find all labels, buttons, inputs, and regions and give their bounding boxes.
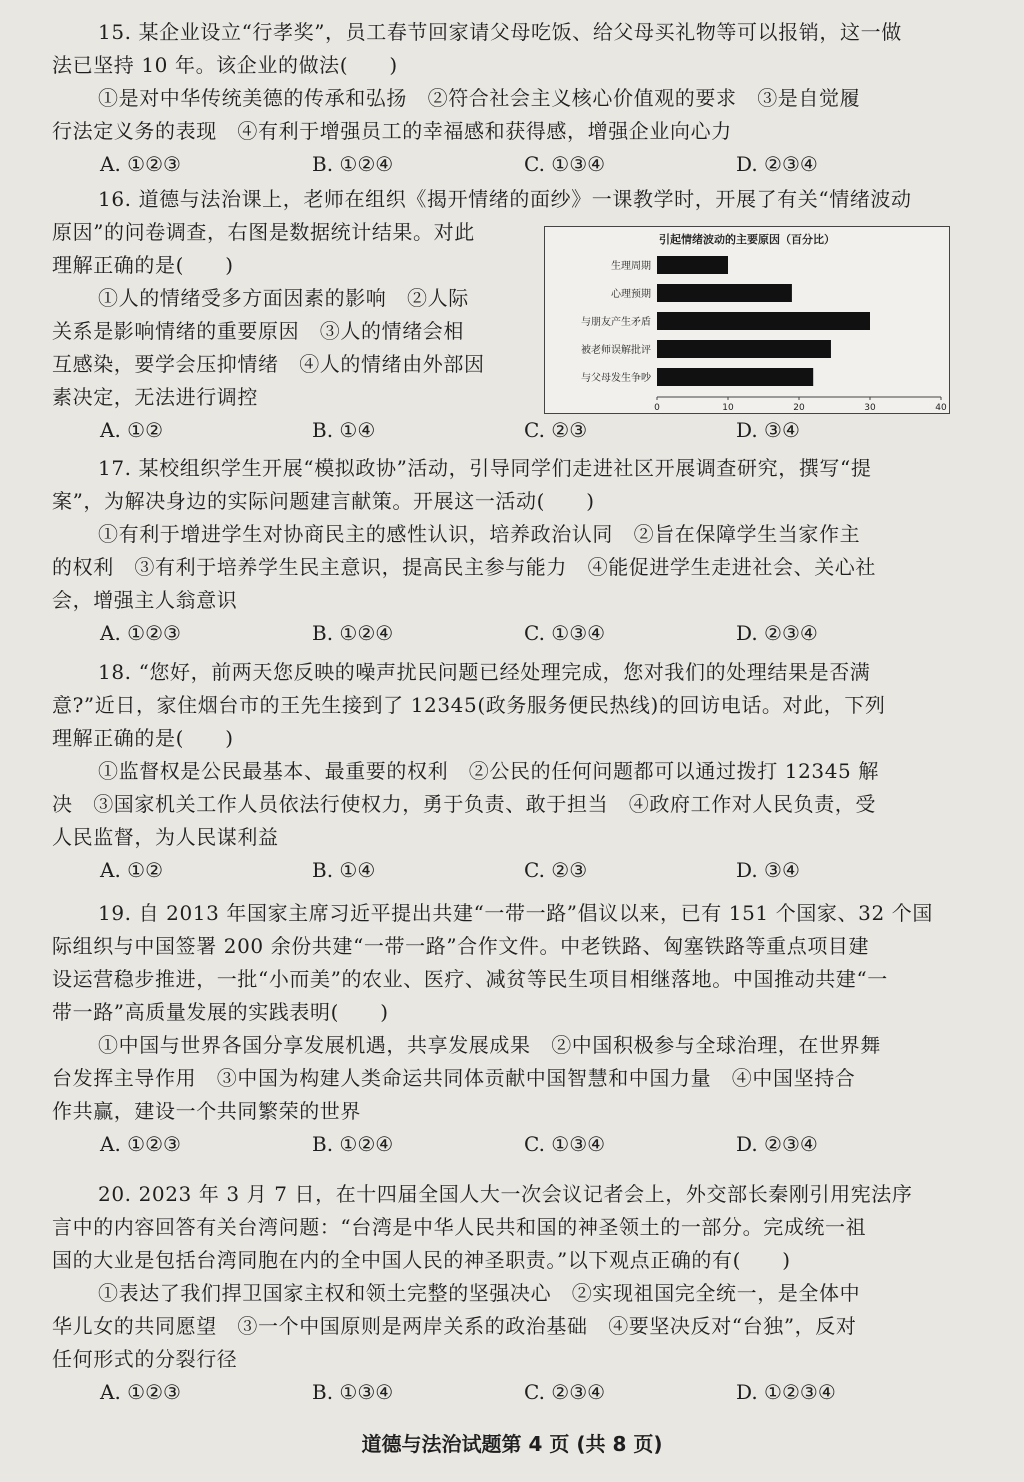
statement-line: 的权利 ③有利于培养学生民主意识，提高民主参与能力 ④能促进学生走进社会、关心社 [52,555,876,579]
statement-line: ①中国与世界各国分享发展机遇，共享发展成果 ②中国积极参与全球治理，在世界舞 [98,1033,881,1057]
bar-chart-svg [545,227,949,413]
option-d: D. ②③④ [736,1132,818,1156]
answer-options [52,854,992,887]
option-c: C. ①③④ [524,1132,606,1156]
statement-line: ①有利于增进学生对协商民主的感性认识，培养政治认同 ②旨在保障学生当家作主 [98,522,861,546]
question-stem-line: 法已坚持 10 年。该企业的做法( ) [52,53,398,77]
option-a: A. ①② [100,858,164,882]
option-a: A. ①②③ [100,152,181,176]
question-stem-line: 理解正确的是( ) [52,726,234,750]
question-stem-line: 19. 自 2013 年国家主席习近平提出共建“一带一路”倡议以来，已有 151 个国家、32 个国 [98,901,933,925]
option-c: C. ②③ [524,858,588,882]
question-stem-line: 20. 2023 年 3 月 7 日，在十四届全国人大一次会议记者会上，外交部长秦刚引用宪法序 [98,1182,913,1206]
option-c: C. ②③ [524,418,588,442]
bar [657,340,831,358]
statement-line: 华儿女的共同愿望 ③一个中国原则是两岸关系的政治基础 ④要坚决反对“台独”，反对 [52,1314,857,1338]
answer-options [52,617,992,650]
answer-options [52,1376,992,1409]
statement-line: 任何形式的分裂行径 [52,1347,238,1371]
category-label: 被老师误解批评 [581,345,651,356]
bar [657,368,813,386]
question-stem-line: 设运营稳步推进，一批“小而美”的农业、医疗、减贫等民生项目相继落地。中国推动共建“一 [52,967,888,991]
option-a: A. ①② [100,418,164,442]
option-b: B. ①②④ [312,1132,394,1156]
question-stem-line: 原因”的问卷调查，右图是数据统计结果。对此 [52,220,475,244]
page-footer: 道德与法治试题第 4 页 (共 8 页) [361,1432,663,1456]
statement-line: 作共赢，建设一个共同繁荣的世界 [52,1099,361,1123]
option-a: A. ①②③ [100,1380,181,1404]
category-label: 生理周期 [611,261,651,272]
option-b: B. ①②④ [312,152,394,176]
question-stem-line: 15. 某企业设立“行孝奖”，员工春节回家请父母吃饭、给父母买礼物等可以报销，这一做 [98,20,902,44]
bar [657,256,728,274]
question-15 [52,16,992,181]
statement-line: 关系是影响情绪的重要原因 ③人的情绪会相 [52,319,464,343]
statement-line: ①监督权是公民最基本、最重要的权利 ②公民的任何问题都可以通过拨打 12345 解 [98,759,879,783]
emotion-causes-chart [544,226,950,414]
question-stem-line: 带一路”高质量发展的实践表明( ) [52,1000,389,1024]
question-stem-line: 18. “您好，前两天您反映的噪声扰民问题已经处理完成，您对我们的处理结果是否满 [98,660,871,684]
statement-line: 互感染，要学会压抑情绪 ④人的情绪由外部因 [52,352,485,376]
option-a: A. ①②③ [100,621,181,645]
question-stem-line: 言中的内容回答有关台湾问题：“台湾是中华人民共和国的神圣领土的一部分。完成统一祖 [52,1215,867,1239]
x-tick-label: 30 [864,403,876,413]
question-20 [52,1178,992,1409]
option-d: D. ①②③④ [736,1380,836,1404]
option-b: B. ①③④ [312,1380,394,1404]
question-stem-line: 16. 道德与法治课上，老师在组织《揭开情绪的面纱》一课教学时，开展了有关“情绪波动 [98,187,912,211]
category-label: 与朋友产生矛盾 [581,317,651,328]
category-label: 心理预期 [611,289,651,300]
statement-line: ①表达了我们捍卫国家主权和领土完整的坚强决心 ②实现祖国完全统一，是全体中 [98,1281,861,1305]
x-tick-label: 10 [722,403,734,413]
option-c: C. ①③④ [524,621,606,645]
question-stem-line: 际组织与中国签署 200 余份共建“一带一路”合作文件。中老铁路、匈塞铁路等重点项目建 [52,934,870,958]
question-stem-line: 意?”近日，家住烟台市的王先生接到了 12345(政务服务便民热线)的回访电话。对此，下列 [52,693,886,717]
option-c: C. ②③④ [524,1380,606,1404]
question-stem-line: 理解正确的是( ) [52,253,234,277]
statement-line: 台发挥主导作用 ③中国为构建人类命运共同体贡献中国智慧和中国力量 ④中国坚持合 [52,1066,856,1090]
bar [657,284,792,302]
option-d: D. ③④ [736,418,800,442]
question-stem-line: 国的大业是包括台湾同胞在内的全中国人民的神圣职责。”以下观点正确的有( ) [52,1248,791,1272]
x-tick-label: 40 [935,403,947,413]
statement-line: 人民监督，为人民谋利益 [52,825,279,849]
statement-line: 会，增强主人翁意识 [52,588,238,612]
option-b: B. ①④ [312,418,376,442]
answer-options [52,1128,992,1161]
x-tick-label: 20 [793,403,805,413]
statement-line: ①是对中华传统美德的传承和弘扬 ②符合社会主义核心价值观的要求 ③是自觉履 [98,86,861,110]
option-b: B. ①④ [312,858,376,882]
option-d: D. ②③④ [736,621,818,645]
statement-line: ①人的情绪受多方面因素的影响 ②人际 [98,286,469,310]
option-a: A. ①②③ [100,1132,181,1156]
bar [657,312,870,330]
question-stem-line: 案”，为解决身边的实际问题建言献策。开展这一活动( ) [52,489,595,513]
question-17 [52,452,992,650]
option-b: B. ①②④ [312,621,394,645]
x-tick-label: 0 [654,403,660,413]
answer-options [52,148,992,181]
statement-line: 决 ③国家机关工作人员依法行使权力，勇于负责、敢于担当 ④政府工作对人民负责，受 [52,792,876,816]
answer-options [52,414,992,447]
chart-title: 引起情绪波动的主要原因（百分比） [659,233,835,246]
option-d: D. ②③④ [736,152,818,176]
question-19 [52,897,992,1161]
question-stem-line: 17. 某校组织学生开展“模拟政协”活动，引导同学们走进社区开展调查研究，撰写“提 [98,456,872,480]
option-c: C. ①③④ [524,152,606,176]
question-18 [52,656,992,887]
statement-line: 行法定义务的表现 ④有利于增强员工的幸福感和获得感，增强企业向心力 [52,119,732,143]
option-d: D. ③④ [736,858,800,882]
statement-line: 素决定，无法进行调控 [52,385,258,409]
category-label: 与父母发生争吵 [581,373,651,384]
